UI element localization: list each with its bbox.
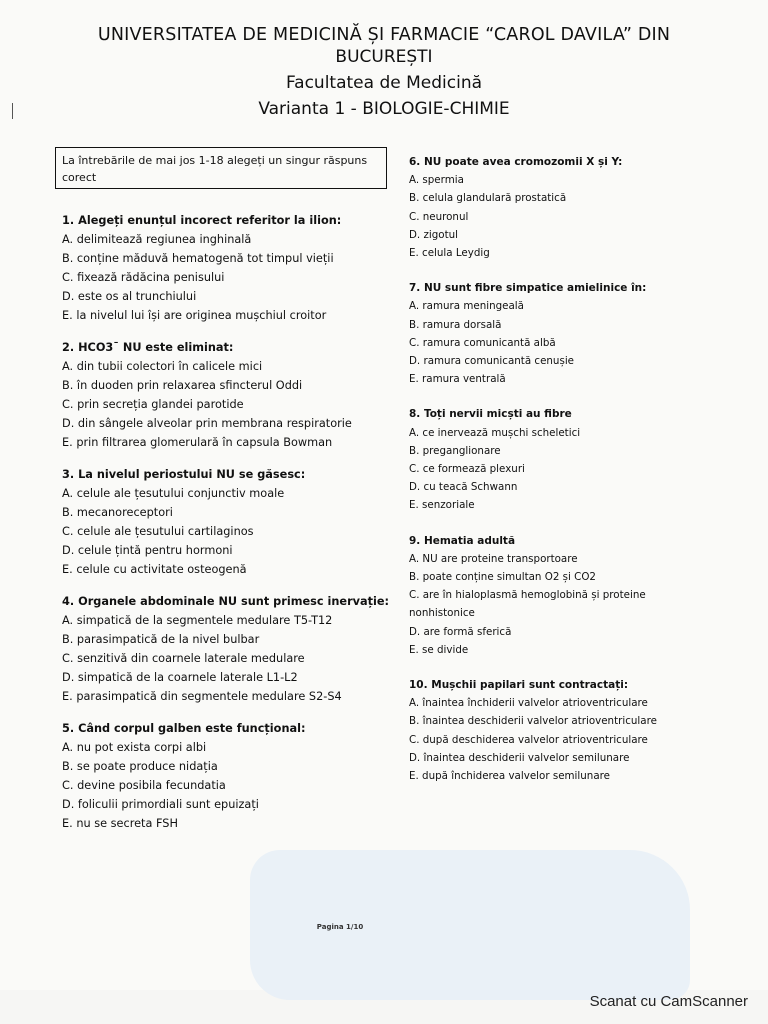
question-8 (409, 405, 699, 514)
answer-option: C. după deschiderea valvelor atrioventriculare (409, 733, 648, 746)
question-title: 2. HCO3¯ NU este eliminat: (62, 341, 234, 354)
question-5 (62, 719, 392, 833)
answer-option: A. ce inervează mușchi scheletici (409, 426, 581, 439)
answer-option: D. are formă sferică (409, 625, 512, 638)
answer-option: E. după închiderea valvelor semilunare (409, 770, 610, 783)
scanner-watermark: Scanat cu CamScanner (589, 993, 748, 1010)
question-title: 6. NU poate avea cromozomii X și Y: (409, 156, 623, 168)
answer-option: D. din sângele alveolar prin membrana respiratorie (62, 417, 352, 430)
answer-option: E. senzoriale (409, 499, 475, 512)
answer-option: E. ramura ventrală (409, 373, 506, 386)
answer-option: D. simpatică de la coarnele laterale L1-L2 (62, 671, 298, 684)
question-title: 10. Mușchii papilari sunt contractați: (409, 679, 629, 692)
question-title: 1. Alegeți enunțul incorect referitor la ilion: (62, 214, 342, 227)
answer-option: A. înaintea închiderii valvelor atrioventriculare (409, 697, 648, 710)
answer-option: D. foliculii primordiali sunt epuizați (62, 798, 259, 811)
answer-option: B. în duoden prin relaxarea sfincterul Oddi (62, 379, 303, 392)
answer-option: E. prin filtrarea glomerulară în capsula Bowman (62, 436, 333, 449)
answer-option: A. delimitează regiunea inghinală (62, 233, 252, 246)
right-column (409, 153, 699, 802)
answer-option: E. celule cu activitate osteogenă (62, 563, 247, 576)
answer-option: D. înaintea deschiderii valvelor semilunare (409, 751, 630, 764)
instructions-box: La întrebările de mai jos 1-18 alegeți un singur răspuns corect (55, 147, 387, 189)
answer-option: B. poate conține simultan O2 și CO2 (409, 571, 596, 584)
question-3 (62, 465, 392, 579)
answer-option: D. cu teacă Schwann (409, 481, 518, 494)
question-10 (409, 676, 699, 785)
answer-option: C. ramura comunicantă albă (409, 336, 556, 349)
left-column (62, 211, 392, 846)
question-9 (409, 532, 699, 659)
answer-option: A. celule ale țesutului conjunctiv moale (62, 487, 285, 500)
answer-option: A. nu pot exista corpi albi (62, 741, 207, 754)
answer-option: C. fixează rădăcina penisului (62, 271, 225, 284)
answer-option: B. preganglionare (409, 444, 501, 457)
answer-option: E. la nivelul lui își are originea mușchiul croitor (62, 309, 327, 322)
answer-option: B. parasimpatică de la nivel bulbar (62, 633, 260, 646)
answer-option: C. devine posibila fecundatia (62, 779, 226, 792)
question-title: 3. La nivelul periostului NU se găsesc: (62, 468, 306, 481)
exam-variant: Varianta 1 - BIOLOGIE-CHIMIE (258, 99, 510, 119)
answer-option: E. se divide (409, 643, 469, 656)
answer-option: E. parasimpatică din segmentele medulare S2-S4 (62, 690, 342, 703)
answer-option: C. celule ale țesutului cartilaginos (62, 525, 254, 538)
question-title: 5. Când corpul galben este funcțional: (62, 722, 306, 735)
question-7 (409, 279, 699, 388)
answer-option: A. spermia (409, 174, 464, 187)
answer-option: A. NU are proteine transportoare (409, 552, 578, 565)
answer-option: B. ramura dorsală (409, 318, 502, 331)
question-4 (62, 592, 392, 706)
answer-option: E. nu se secreta FSH (62, 817, 178, 830)
faculty-name: Facultatea de Medicină (285, 73, 483, 93)
question-2 (62, 338, 392, 452)
answer-option: B. conține măduvă hematogenă tot timpul vieții (62, 252, 334, 265)
answer-option: C. ce formează plexuri (409, 463, 525, 476)
answer-option: D. este os al trunchiului (62, 290, 197, 303)
answer-option: B. celula glandulară prostatică (409, 192, 567, 205)
answer-option: D. ramura comunicantă cenușie (409, 355, 575, 368)
answer-option: D. celule țintă pentru hormoni (62, 544, 233, 557)
question-6 (409, 153, 699, 262)
answer-option: B. se poate produce nidația (62, 760, 218, 773)
answer-option: A. simpatică de la segmentele medulare T5-T12 (62, 614, 333, 627)
answer-option: C. are în hialoplasmă hemoglobină și proteine nonhistonice (409, 589, 646, 620)
university-name: UNIVERSITATEA DE MEDICINĂ ȘI FARMACIE “CAROL DAVILA” DIN (97, 25, 671, 45)
question-1 (62, 211, 392, 325)
question-title: 9. Hematia adultă (409, 534, 516, 547)
answer-option: B. mecanoreceptori (62, 506, 173, 519)
answer-option: A. din tubii colectori în calicele mici (62, 360, 263, 373)
answer-option: C. prin secreția glandei parotide (62, 398, 244, 411)
answer-option: C. senzitivă din coarnele laterale medulare (62, 652, 305, 665)
question-title: 7. NU sunt fibre simpatice amielinice în: (409, 282, 647, 295)
answer-option: E. celula Leydig (409, 247, 490, 260)
page-number: Pagina 1/10 (316, 923, 364, 931)
university-city: BUCUREȘTI (335, 47, 433, 67)
question-title: 8. Toți nervii micști au fibre (409, 408, 572, 421)
answer-option: B. înaintea deschiderii valvelor atrioventriculare (409, 715, 657, 728)
question-title: 4. Organele abdominale NU sunt primesc inervație: (62, 595, 390, 608)
answer-option: A. ramura meningeală (409, 300, 524, 313)
document-header (0, 24, 768, 122)
answer-option: C. neuronul (409, 210, 469, 223)
answer-option: D. zigotul (409, 228, 459, 241)
